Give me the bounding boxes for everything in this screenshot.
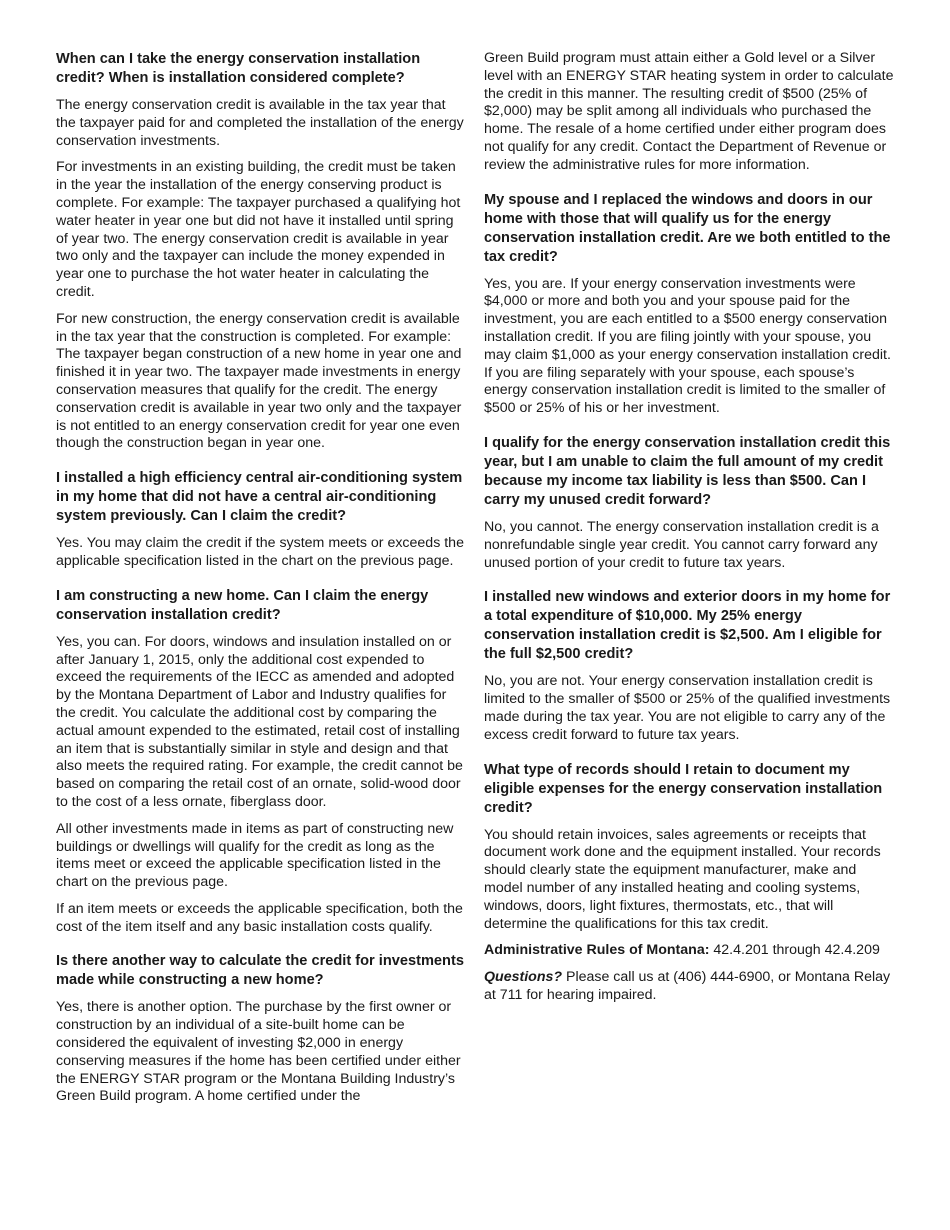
administrative-rules-note bbox=[484, 942, 894, 960]
administrative-rules-text: 42.4.201 through 42.4.209 bbox=[709, 942, 880, 959]
faq-answer-paragraph: The energy conservation credit is available in the tax year that the taxpayer paid for and completed the installation of the energy conservation investments. bbox=[56, 97, 464, 149]
faq-answer-paragraph: No, you cannot. The energy conservation installation credit is a nonrefundable single year credit. You cannot carry forward any unused portion of your credit to future tax years. bbox=[484, 518, 879, 571]
faq-answer-paragraph: Yes. You may claim the credit if the system meets or exceeds the applicable specification listed in the chart on the previous page. bbox=[56, 535, 464, 569]
faq-heading-carry-forward: I qualify for the energy conservation installation credit this year, but I am unable to claim the full amount of my credit because my income tax liability is less than $500. Can I carry my unused credit forward? bbox=[484, 434, 891, 508]
administrative-rules-label: Administrative Rules of Montana: bbox=[484, 942, 710, 959]
faq-answer-paragraph: For new construction, the energy conservation credit is available in the tax year that the construction is completed. For example: The taxpayer began construction of a new home in year one and finished it in year two. The taxpayer made investments in energy conservation measures that qualify for the credit. The energy conservation credit is available in year two only and the taxpayer is not entitled to an energy conservation credit for year one even though the construction began in year one. bbox=[56, 310, 462, 452]
faq-heading-another-way: Is there another way to calculate the credit for investments made while constructing a new home? bbox=[56, 953, 464, 989]
faq-answer-paragraph: For investments in an existing building, the credit must be taken in the year the installation of the energy conserving product is complete. For example: The taxpayer purchased a qualifying hot water heater in year one but did not have it installed until spring of year two. The energy conservation credit is available in year two only and the taxpayer can include the money expended in year one to purchase the hot water heater in calculating the credit. bbox=[56, 159, 461, 300]
faq-heading-installation-complete: When can I take the energy conservation installation credit? When is installation considered complete? bbox=[56, 51, 421, 86]
questions-text: Please call us at (406) 444-6900, or Montana Relay at 711 for hearing impaired. bbox=[484, 969, 891, 1003]
questions-contact-note bbox=[484, 969, 894, 1005]
right-column bbox=[484, 50, 894, 1014]
questions-label: Questions? bbox=[484, 969, 563, 986]
faq-answer-paragraph-continued: Green Build program must attain either a Gold level or a Silver level with an ENERGY STAR heating system in order to calculate the credit in this manner. The resulting credit of $500 (25% of $2,000) may be split among all individuals who purchased the home. The resale of a home certified under either program does not qualify for any credit. Contact the Department of Revenue or review the administrative rules for more information. bbox=[484, 50, 894, 173]
faq-answer-paragraph: Yes, you can. For doors, windows and insulation installed on or after January 1, 2015, only the additional cost expended to exceed the requirements of the IECC as amended and adopted by the Montana Department of Labor and Industry qualifies for the credit. You calculate the additional cost by comparing the actual amount expended to the estimated, retail cost of installing an item that is substantially similar in style and design and that also meets the required rating. For example, the credit cannot be based on comparing the retail cost of an ornate, solid-wood door to the cost of a less ornate, fiberglass door. bbox=[56, 633, 463, 810]
faq-heading-new-home: I am constructing a new home. Can I claim the energy conservation installation credit? bbox=[56, 587, 429, 623]
left-column bbox=[56, 50, 466, 1115]
faq-answer-paragraph: If an item meets or exceeds the applicable specification, both the cost of the item itself and any basic installation costs qualify. bbox=[56, 900, 463, 935]
faq-heading-records: What type of records should I retain to document my eligible expenses for the energy conservation installation credit? bbox=[484, 761, 883, 816]
faq-answer-paragraph: No, you are not. Your energy conservation installation credit is limited to the smaller of $500 or 25% of the qualified investments made during the tax year. You are not eligible to carry any of the excess credit forward to future tax years. bbox=[484, 673, 891, 743]
faq-answer-paragraph: You should retain invoices, sales agreements or receipts that document work done and the equipment installed. Your records should clearly state the equipment manufacturer, make and model number of any installed heating and cooling systems, windows, doors, light fixtures, thermostats, etc., that will determine the qualifications for this tax credit. bbox=[484, 826, 881, 932]
faq-heading-spouse: My spouse and I replaced the windows and doors in our home with those that will qualify us for the energy conservation installation credit. Are we both entitled to the tax credit? bbox=[484, 191, 891, 265]
faq-heading-air-conditioning: I installed a high efficiency central air-conditioning system in my home that did not have a central air-conditioning system previously. Can I claim the credit? bbox=[56, 470, 463, 525]
faq-answer-paragraph: Yes, there is another option. The purchase by the first owner or construction by an individual of a site-built home can be considered the equivalent of investing $2,000 in energy conserving measures if the home has been certified under either the ENERGY STAR program or the Montana Building Industry’s Green Build program. A home certified under the bbox=[56, 999, 461, 1105]
faq-heading-full-credit: I installed new windows and exterior doors in my home for a total expenditure of $10,000. My 25% energy conservation installation credit is $2,500. Am I eligible for the full $2,500 credit? bbox=[484, 589, 891, 663]
faq-answer-paragraph: Yes, you are. If your energy conservation investments were $4,000 or more and both you and your spouse paid for the investment, you are each entitled to a $500 energy conservation installation credit. If you are filing jointly with your spouse, you may claim $1,000 as your energy conservation installation credit. If you are filing separately with your spouse, each spouse’s energy conservation installation credit is limited to the smaller of $500 or 25% of his or her investment. bbox=[484, 275, 891, 417]
faq-answer-paragraph: All other investments made in items as part of constructing new buildings or dwellings will qualify for the credit as long as the items meet or exceed the applicable specification listed in the chart on the previous page. bbox=[56, 820, 454, 891]
